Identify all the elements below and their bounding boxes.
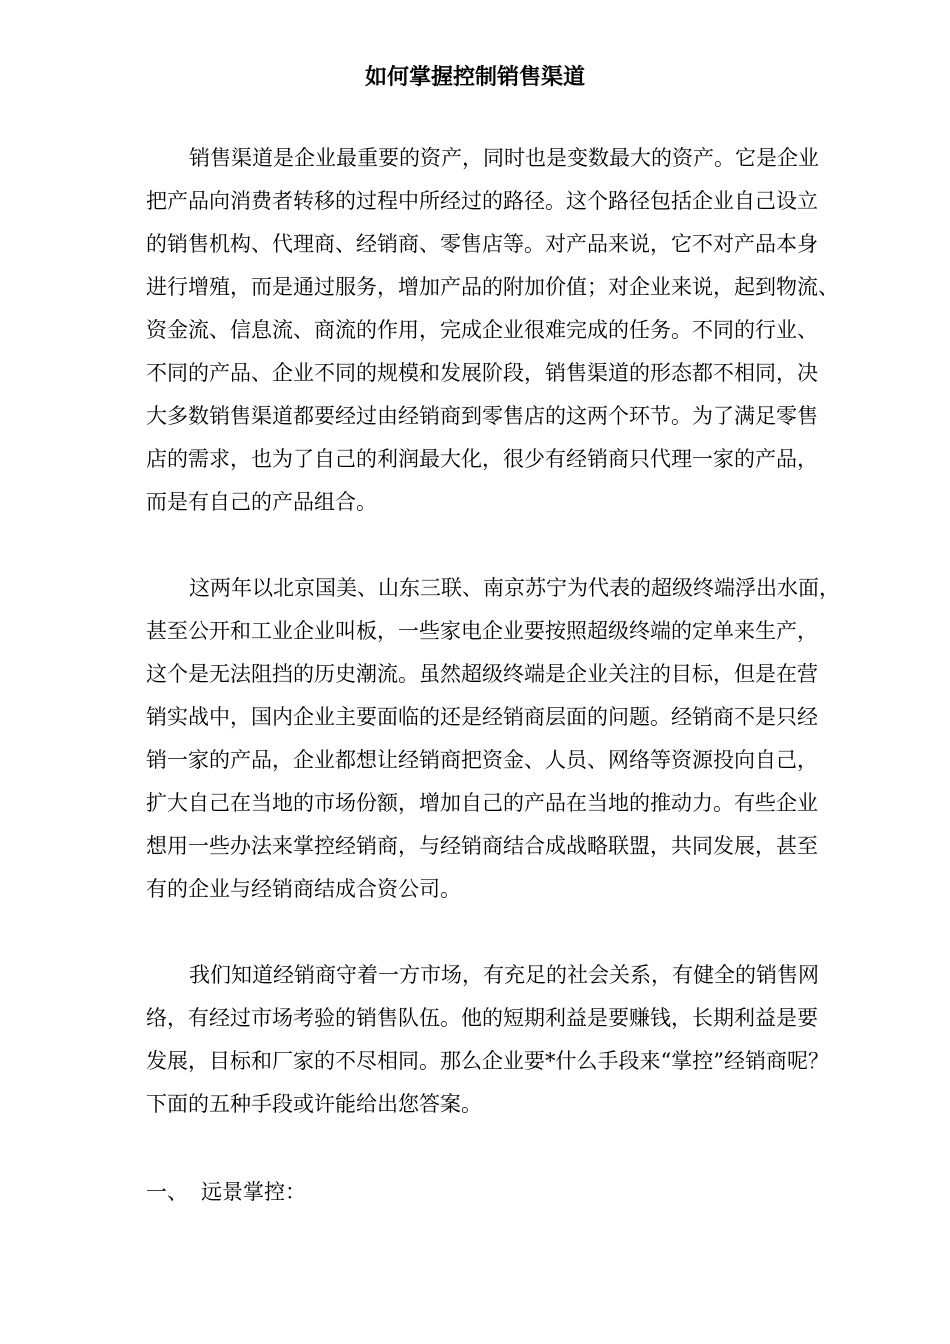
section-number: 一、 <box>146 1180 188 1204</box>
paragraph-line: 扩大自己在当地的市场份额，增加自己的产品在当地的推动力。有些企业 <box>146 791 818 815</box>
paragraph-line: 店的需求，也为了自己的利润最大化，很少有经销商只代理一家的产品， <box>146 447 818 471</box>
paragraph-line: 而是有自己的产品组合。 <box>146 490 377 514</box>
paragraph-line: 销一家的产品，企业都想让经销商把资金、人员、网络等资源投向自己， <box>146 748 818 772</box>
paragraph-line: 资金流、信息流、商流的作用，完成企业很难完成的任务。不同的行业、 <box>146 318 818 342</box>
section-label: 远景掌控： <box>201 1180 306 1204</box>
paragraph-line: 把产品向消费者转移的过程中所经过的路径。这个路径包括企业自己设立 <box>146 189 818 213</box>
paragraph-line: 不同的产品、企业不同的规模和发展阶段，销售渠道的形态都不相同，决 <box>146 361 818 385</box>
paragraph-line: 销实战中，国内企业主要面临的还是经销商层面的问题。经销商不是只经 <box>146 705 818 729</box>
paragraph-line: 大多数销售渠道都要经过由经销商到零售店的这两个环节。为了满足零售 <box>146 404 818 428</box>
section-heading <box>146 1179 306 1205</box>
paragraph-line: 想用一些办法来掌控经销商，与经销商结合成战略联盟，共同发展，甚至 <box>146 834 818 858</box>
paragraph-line: 有的企业与经销商结成合资公司。 <box>146 877 461 901</box>
paragraph-line: 甚至公开和工业企业叫板，一些家电企业要按照超级终端的定单来生产， <box>146 619 818 643</box>
paragraph-line: 销售渠道是企业最重要的资产，同时也是变数最大的资产。它是企业 <box>189 146 819 170</box>
document-title: 如何掌握控制销售渠道 <box>364 65 585 90</box>
paragraph-line: 的销售机构、代理商、经销商、零售店等。对产品来说，它不对产品本身 <box>146 232 818 256</box>
paragraph-line: 进行增殖，而是通过服务，增加产品的附加价值；对企业来说，起到物流、 <box>146 275 839 299</box>
paragraph-line: 我们知道经销商守着一方市场，有充足的社会关系，有健全的销售网 <box>189 963 819 987</box>
paragraph-line: 发展，目标和厂家的不尽相同。那么企业要*什么手段来“掌控”经销商呢？ <box>146 1049 829 1073</box>
paragraph-line: 下面的五种手段或许能给出您答案。 <box>146 1092 482 1116</box>
paragraph-line: 这两年以北京国美、山东三联、南京苏宁为代表的超级终端浮出水面， <box>189 576 840 600</box>
paragraph-line: 络，有经过市场考验的销售队伍。他的短期利益是要赚钱，长期利益是要 <box>146 1006 818 1030</box>
paragraph-line: 这个是无法阻挡的历史潮流。虽然超级终端是企业关注的目标，但是在营 <box>146 662 818 686</box>
